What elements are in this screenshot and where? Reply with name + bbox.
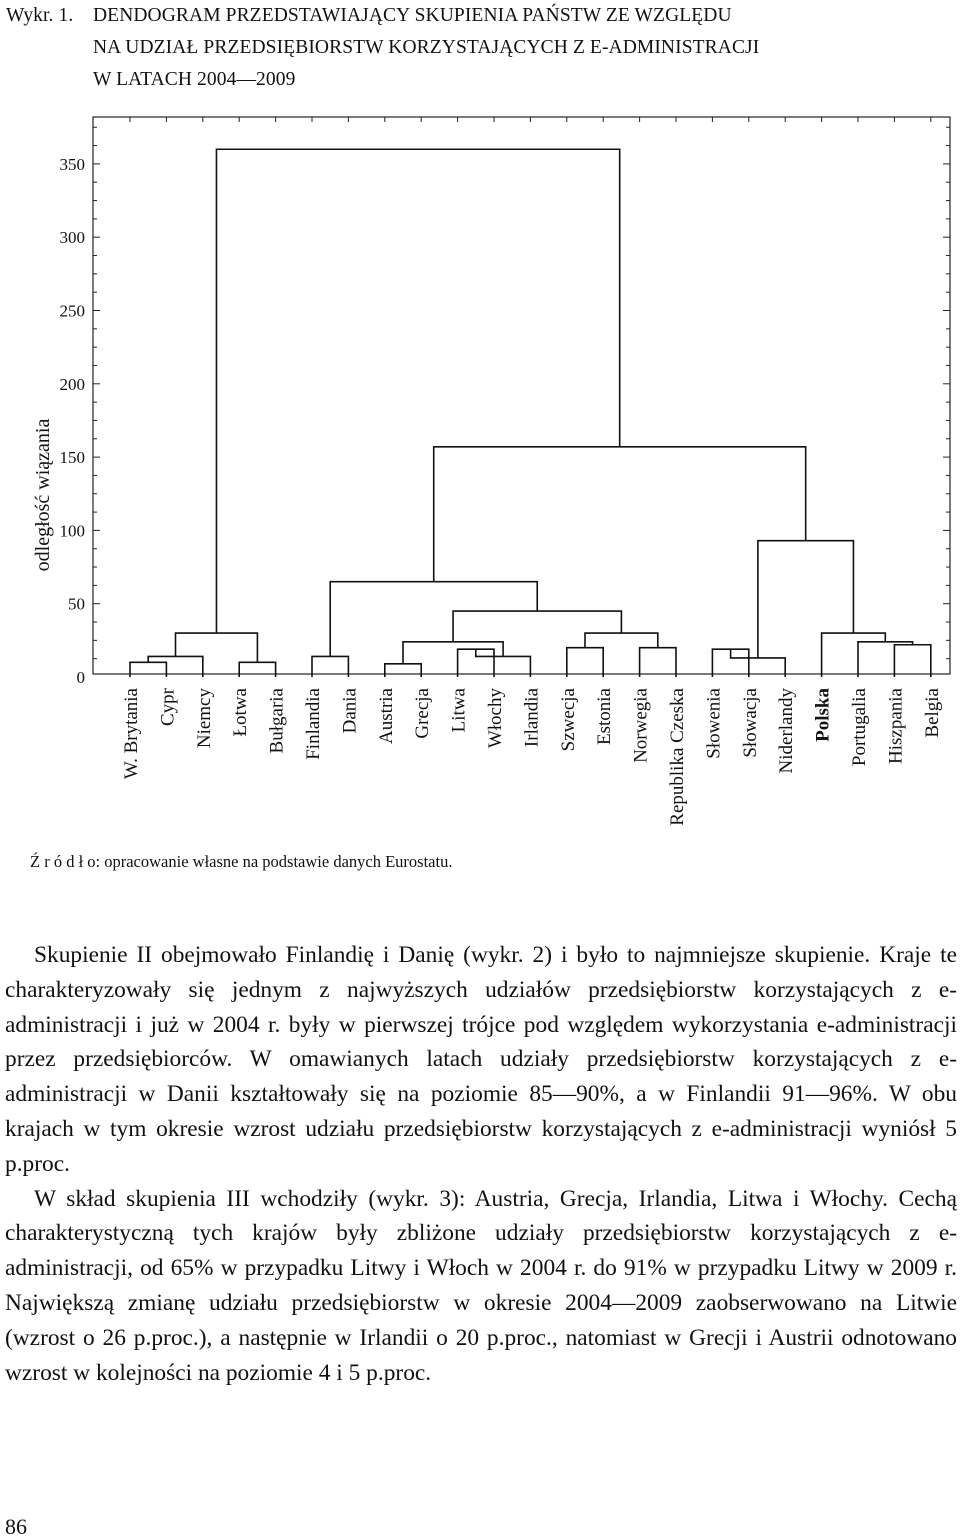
- y-tick-label: 0: [76, 668, 85, 687]
- leaf-label: Norwegia: [630, 688, 652, 763]
- y-tick-label: 50: [68, 594, 85, 614]
- y-axis-label: odległość wiązania: [32, 418, 54, 572]
- leaf-label: Hiszpania: [885, 688, 907, 764]
- axis-ticks: [93, 117, 950, 659]
- leaf-label: Belgia: [921, 688, 943, 738]
- leaf-label: Grecja: [412, 688, 434, 739]
- leaf-label: Finlandia: [303, 688, 324, 760]
- y-tick-label: 350: [59, 154, 85, 174]
- leaf-label: Łotwa: [230, 688, 252, 737]
- figure-label: Wykr. 1.: [6, 5, 74, 26]
- leaf-label: Republika Czeska: [667, 688, 688, 826]
- body-text: [5, 938, 957, 1390]
- y-tick-label: 150: [59, 448, 85, 468]
- y-tick-label: 300: [59, 228, 85, 248]
- leaf-label: Słowacja: [739, 688, 761, 758]
- y-tick-label: 200: [59, 374, 85, 394]
- figure-title-line-1: DENDOGRAM PRZEDSTAWIAJĄCY SKUPIENIA PAŃSTW ZE WZGLĘDU: [93, 5, 732, 26]
- dendrogram-link: [130, 662, 166, 677]
- leaf-label: Niemcy: [193, 688, 215, 749]
- leaf-label: Szwecja: [557, 688, 579, 752]
- dendrogram-links: [130, 149, 931, 677]
- leaf-label: Irlandia: [521, 688, 543, 748]
- y-tick-label: 250: [59, 301, 85, 321]
- leaf-label: Estonia: [594, 688, 616, 745]
- leaf-label: Niderlandy: [776, 688, 798, 774]
- figure-source: Ź r ó d ł o: opracowanie własne na podstawie danych Eurostatu.: [30, 852, 453, 871]
- dendrogram-link: [585, 633, 658, 648]
- dendrogram-link: [822, 633, 886, 677]
- dendrogram-link: [758, 541, 854, 658]
- dendrogram-link: [403, 642, 503, 664]
- leaf-label: Cypr: [157, 688, 179, 726]
- dendrogram-link: [894, 645, 930, 677]
- leaf-label: Dania: [339, 688, 361, 734]
- y-tick-labels: [60, 155, 86, 687]
- leaf-labels: [121, 687, 943, 825]
- dendrogram-link: [434, 447, 806, 582]
- plot-frame: [93, 117, 950, 674]
- paragraph: W skład skupienia III wchodziły (wykr. 3): Austria, Grecja, Irlandia, Litwa i Włochy. Cechą charakterystyczną tych krajów były zbliżone udziały przedsiębiorstw korzystających z e-administracji, od 65% w przypadku Litwy i Włoch w 2004 r. do 91% w przypadku Litwy w 2009 r. Największą zmianę udziału przedsiębiorstw w okresie 2004—2009 zaobserwowano na Litwie (wzrost o 26 p.proc.), a następnie w Irlandii o 20 p.proc., natomiast w Grecji i Austrii odnotowano wzrost w kolejności na poziomie 4 i 5 p.proc.: [5, 1185, 957, 1386]
- leaf-label: Litwa: [448, 688, 470, 733]
- dendrogram-link: [858, 642, 913, 677]
- leaf-label: Słowenia: [703, 688, 725, 759]
- y-tick-label: 100: [59, 521, 85, 541]
- leaf-label: W. Brytania: [121, 688, 142, 780]
- dendrogram-link: [453, 611, 621, 642]
- leaf-label: Polska: [812, 688, 834, 742]
- dendrogram-link: [216, 149, 619, 633]
- dendrogram-link: [176, 633, 258, 662]
- dendrogram-link: [385, 664, 421, 677]
- page-number: 86: [5, 1514, 27, 1539]
- dendrogram-link: [640, 648, 676, 677]
- dendrogram-link: [330, 582, 537, 657]
- dendrogram-link: [239, 662, 275, 677]
- leaf-label: Austria: [375, 688, 397, 744]
- figure-title-line-3: W LATACH 2004—2009: [93, 69, 296, 90]
- figure-title-line-2: NA UDZIAŁ PRZEDSIĘBIORSTW KORZYSTAJĄCYCH Z E-ADMINISTRACJI: [93, 37, 760, 58]
- dendrogram-chart: [0, 100, 960, 850]
- leaf-label: Bułgaria: [266, 688, 288, 754]
- paragraph: Skupienie II obejmowało Finlandię i Danię (wykr. 2) i było to najmniejsze skupienie. Kraje te charakteryzowały się jednym z najwyższych udziałów przedsiębiorstw korzystających z e-administracji i już w 2004 r. były w pierwszej trójce pod względem wykorzystania e-administracji przez przedsiębiorców. W omawianych latach udziały przedsiębiorstw korzystających z e-administracji w Danii kształtowały się na poziomie 85—90%, a w Finlandii 91—96%. W obu krajach w tym okresie wzrost udziału przedsiębiorstw korzystających z e-administracji wyniósł 5 p.proc.: [5, 942, 957, 1177]
- dendrogram-link: [567, 648, 603, 677]
- leaf-label: Włochy: [485, 688, 506, 749]
- leaf-label: Portugalia: [849, 688, 870, 767]
